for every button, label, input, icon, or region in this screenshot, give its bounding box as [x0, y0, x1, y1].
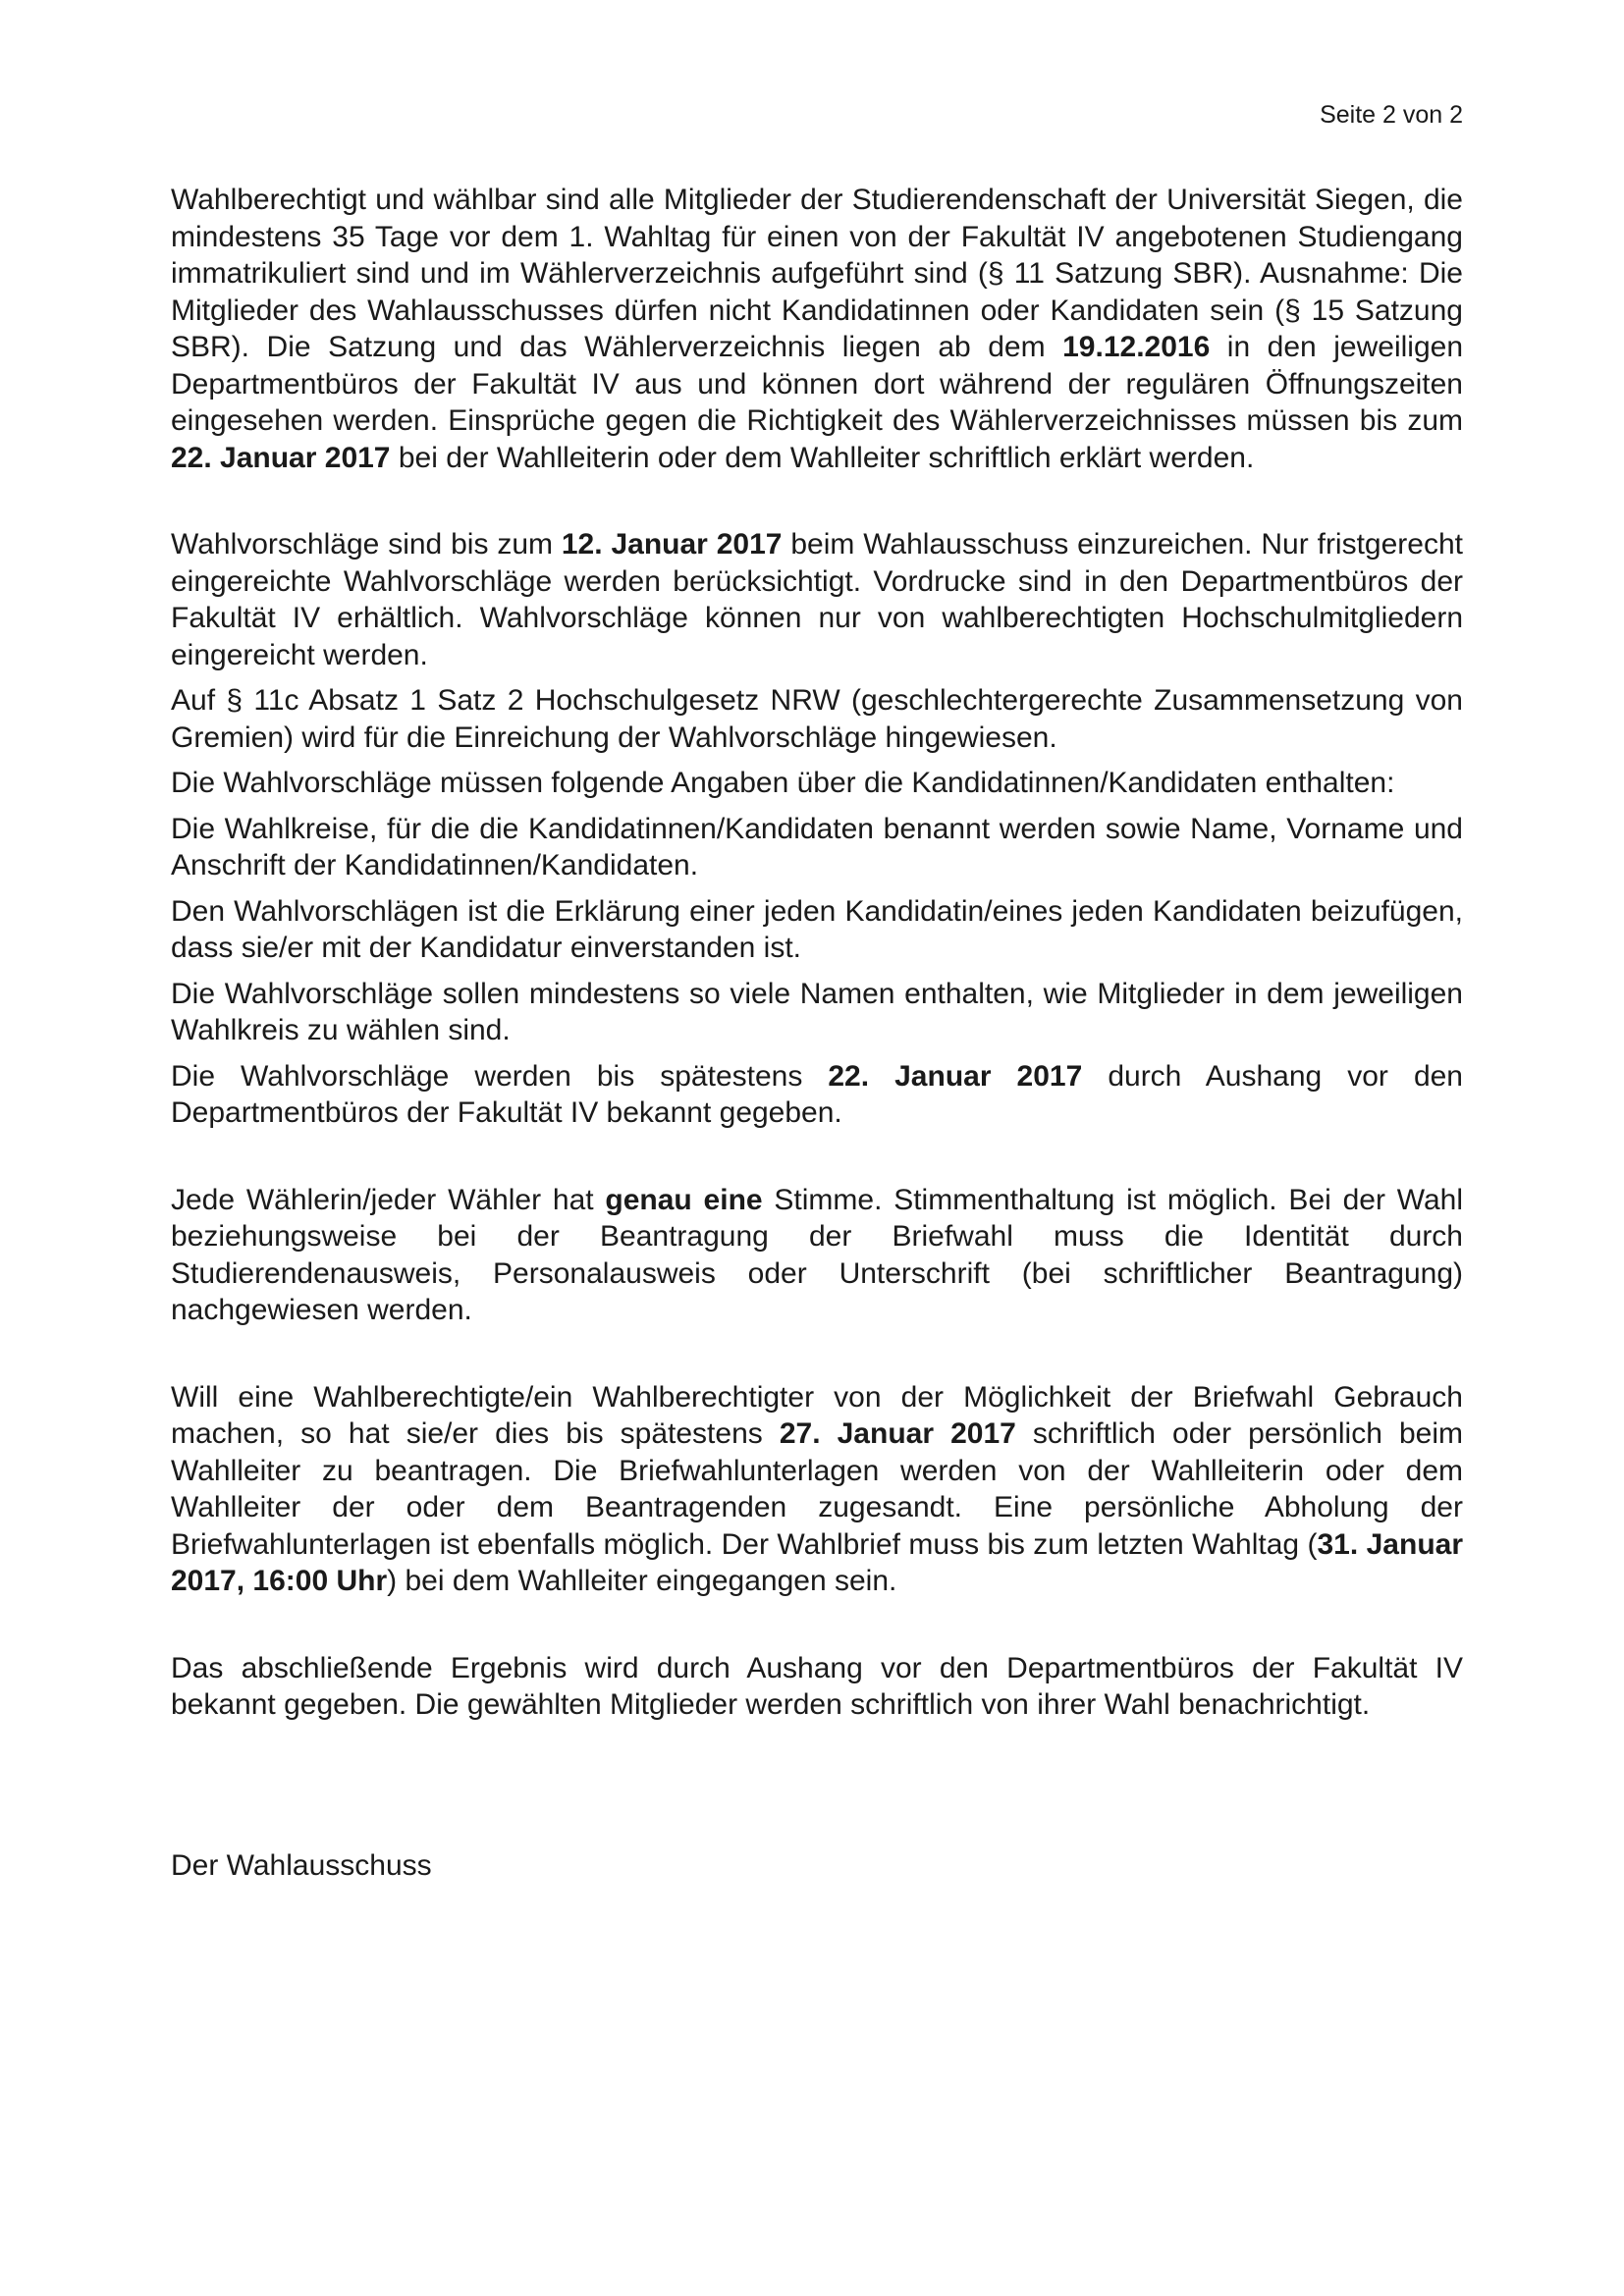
date-publication: 22. Januar 2017 [828, 1059, 1083, 1093]
page-number: Seite 2 von 2 [1320, 101, 1463, 129]
paragraph-consent-declaration: Den Wahlvorschlägen ist die Erklärung einer jeden Kandidatin/eines jeden Kandidaten beizufügen, dass sie/er mit der Kandidatur einverstanden ist. [171, 894, 1463, 964]
paragraph-constituencies: Die Wahlkreise, für die die Kandidatinnen/Kandidaten benannt werden sowie Name, Vorname und Anschrift der Kandidatinnen/Kandidaten. [171, 812, 1463, 881]
document-body [171, 182, 1463, 1884]
date-voter-register: 19.12.2016 [1062, 331, 1211, 363]
paragraph-publication: Die Wahlvorschläge werden bis spätestens 22. Januar 2017 durch Aushang vor den Departmentbüros der Fakultät IV bekannt gegeben. [171, 1059, 1463, 1129]
paragraph-result: Das abschließende Ergebnis wird durch Aushang vor den Departmentbüros der Fakultät IV bekannt gegeben. Die gewählten Mitglieder werden schriftlich von ihrer Wahl benachrichtigt. [171, 1651, 1463, 1721]
date-postal-request: 27. Januar 2017 [779, 1417, 1016, 1450]
date-nomination-deadline: 12. Januar 2017 [561, 528, 783, 561]
date-objection-deadline: 22. Januar 2017 [171, 441, 391, 474]
signature: Der Wahlausschuss [171, 1848, 432, 1882]
paragraph-voting: Jede Wählerin/jeder Wähler hat genau eine Stimme. Stimmenthaltung ist möglich. Bei der Wahl beziehungsweise bei der Beantragung der Briefwahl muss die Identität durch Studierendenausweis, Personalausweis oder Unterschrift (bei schriftlicher Beantragung) nachgewiesen werden. [171, 1183, 1463, 1326]
paragraph-nomination-requirements: Die Wahlvorschläge müssen folgende Angaben über die Kandidatinnen/Kandidaten enthalten: [171, 767, 1395, 799]
paragraph-eligibility: Wahlberechtigt und wählbar sind alle Mitglieder der Studierendenschaft der Universität Siegen, die mindestens 35 Tage vor dem 1. Wahltag für einen von der Fakultät IV angebotenen Studiengang immatrikuliert sind und im Wählerverzeichnis aufgeführt sind (§ 11 Satzung SBR). Ausnahme: Die Mitglieder des Wahlausschusses dürfen nicht Kandidatinnen oder Kandidaten sein (§ 15 Satzung SBR). Die Satzung und das Wählerverzeichnis liegen ab dem 19.12.2016 in den jeweiligen Departmentbüros der Fakultät IV aus und können dort während der regulären Öffnungszeiten eingesehen werden. Einsprüche gegen die Richtigkeit des Wählerverzeichnisses müssen bis zum 22. Januar 2017 bei der Wahlleiterin oder dem Wahlleiter schriftlich erklärt werden. [171, 184, 1463, 474]
paragraph-gender-equality: Auf § 11c Absatz 1 Satz 2 Hochschulgesetz NRW (geschlechtergerechte Zusammensetzung von Gremien) wird für die Einreichung der Wahlvorschläge hingewiesen. [171, 684, 1463, 754]
paragraph-number-of-names: Die Wahlvorschläge sollen mindestens so viele Namen enthalten, wie Mitglieder in dem jeweiligen Wahlkreis zu wählen sind. [171, 977, 1463, 1046]
emphasis-one-vote: genau eine [605, 1183, 763, 1216]
paragraph-nominations: Wahlvorschläge sind bis zum 12. Januar 2017 beim Wahlausschuss einzureichen. Nur fristgerecht eingereichte Wahlvorschläge werden berücksichtigt. Vordrucke sind in den Departmentbüros der Fakultät IV erhältlich. Wahlvorschläge können nur von wahlberechtigten Hochschulmitgliedern eingereicht werden. [171, 528, 1463, 671]
date-last-election-day: 31. Januar 2017, 16:00 Uhr [171, 1527, 1463, 1597]
paragraph-postal-vote: Will eine Wahlberechtigte/ein Wahlberechtigter von der Möglichkeit der Briefwahl Gebrauch machen, so hat sie/er dies bis spätestens 27. Januar 2017 schriftlich oder persönlich beim Wahlleiter zu beantragen. Die Briefwahlunterlagen werden von der Wahlleiterin oder dem Wahlleiter der oder dem Beantragenden zugesandt. Eine persönliche Abholung der Briefwahlunterlagen ist ebenfalls möglich. Der Wahlbrief muss bis zum letzten Wahltag (31. Januar 2017, 16:00 Uhr) bei dem Wahlleiter eingegangen sein. [171, 1380, 1463, 1597]
